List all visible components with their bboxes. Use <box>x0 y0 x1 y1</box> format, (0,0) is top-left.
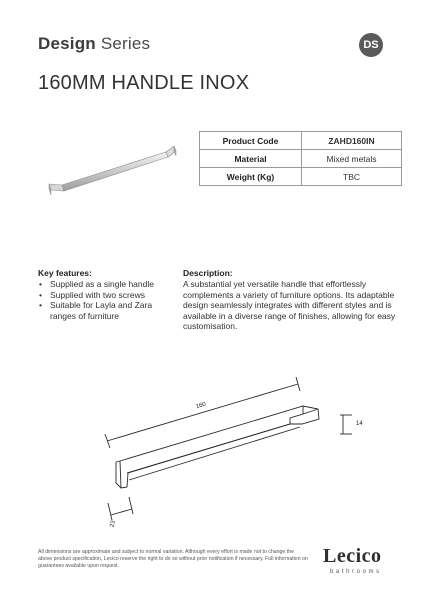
spec-label: Product Code <box>200 132 302 150</box>
technical-drawing <box>0 360 425 540</box>
lecico-logo: Lecico <box>323 545 382 567</box>
ds-logo-badge: DS <box>359 33 383 57</box>
spec-value: ZAHD160IN <box>302 132 402 150</box>
list-item: • Supplied as a single handle <box>38 279 178 290</box>
spec-row <box>200 132 402 150</box>
features-list <box>38 279 178 321</box>
dimension-height: 14 <box>356 421 363 427</box>
brand-series <box>38 34 150 54</box>
dimension-length: 160 <box>195 401 207 411</box>
description-text: A substantial yet versatile handle that effortlessly complements a variety of furniture options. Its adaptable design seamlessly integrates with different styles and is available in a diverse range of finishes, allowing for easy customisation. <box>183 279 396 332</box>
features-heading: Key features: <box>38 268 92 278</box>
list-item: • Supplied with two screws <box>38 290 178 301</box>
handle-inner-edge <box>120 406 303 488</box>
spec-row <box>200 150 402 168</box>
spec-value: TBC <box>302 168 402 186</box>
spec-table <box>199 131 402 186</box>
brand-name: Design <box>38 34 96 53</box>
dimension-depth: 23 <box>109 520 118 528</box>
brand-series-label: Series <box>100 34 151 53</box>
spec-value: Mixed metals <box>302 150 402 168</box>
product-title: 160MM HANDLE INOX <box>38 72 250 94</box>
spec-row <box>200 168 402 186</box>
description-heading: Description: <box>183 268 233 278</box>
product-image <box>40 138 190 200</box>
disclaimer-note: All dimensions are approximate and subject to normal variation. Although every effort is made not to change the above product specification, Lecico reserve the right to do so without prior notification if necessary. Full information on guarantees available upon request. <box>38 549 308 569</box>
list-item: • Suitable for Layla and Zara ranges of furniture <box>38 300 178 321</box>
spec-label: Material <box>200 150 302 168</box>
handle-outline <box>116 406 319 488</box>
spec-label: Weight (Kg) <box>200 168 302 186</box>
lecico-logo-subtitle: bathrooms <box>330 569 382 575</box>
